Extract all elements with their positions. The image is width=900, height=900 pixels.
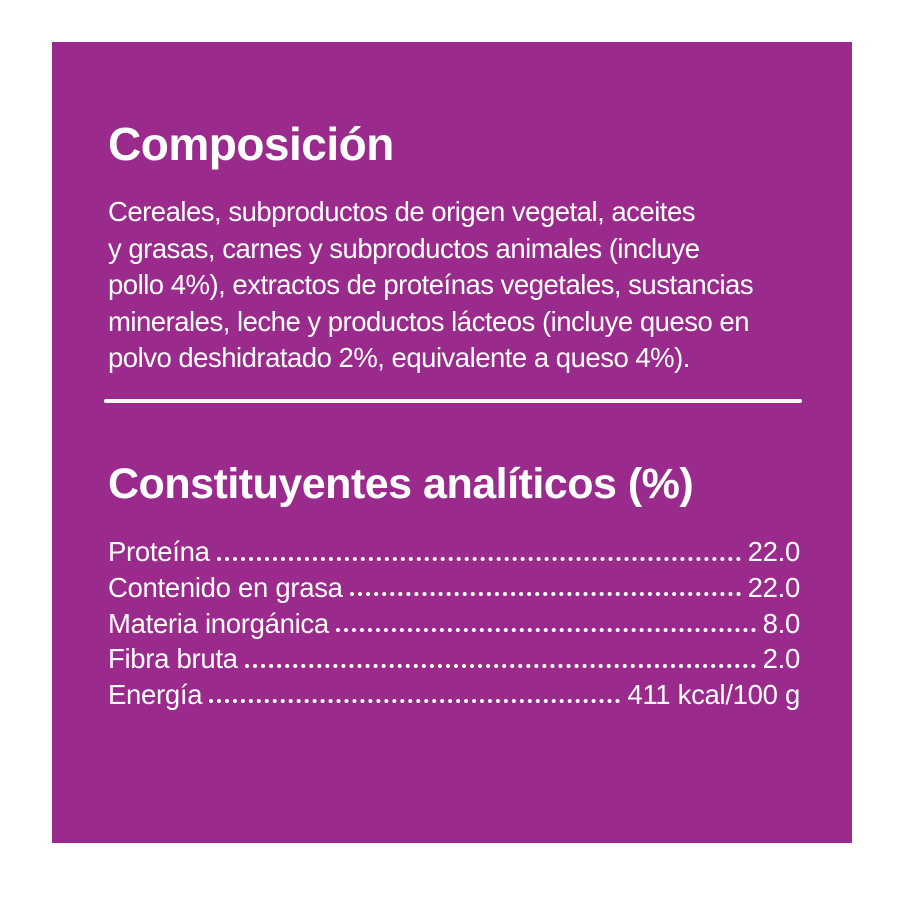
dot-leader: [209, 699, 620, 703]
nutrient-row: [108, 532, 800, 568]
composition-line: Cereales, subproductos de origen vegetal, aceites: [108, 196, 695, 227]
dot-leader: [350, 592, 741, 596]
nutrient-value: 22.0: [747, 571, 800, 603]
label-card: [52, 42, 852, 843]
nutrient-value: 8.0: [762, 607, 800, 639]
composition-line: y grasas, carnes y subproductos animales (incluye: [108, 232, 700, 264]
nutrient-label: Proteína: [108, 536, 210, 568]
nutrient-row: [108, 675, 800, 711]
dot-leader: [245, 664, 756, 668]
nutrient-row: [108, 568, 800, 604]
nutrient-label: Fibra bruta: [108, 643, 238, 675]
nutrient-label: Materia inorgánica: [108, 607, 329, 639]
nutrient-label: Contenido en grasa: [108, 571, 343, 603]
composition-title: Composición: [108, 118, 394, 170]
nutrient-value: 411 kcal/100 g: [627, 678, 800, 710]
nutrient-value: 2.0: [762, 643, 800, 675]
nutrient-row: [108, 639, 800, 675]
nutrient-label: Energía: [108, 678, 203, 710]
composition-line: pollo 4%), extractos de proteínas vegetales, sustancias: [108, 269, 754, 301]
nutrient-row: [108, 603, 800, 639]
dot-leader: [336, 628, 756, 632]
composition-line: minerales, leche y productos lácteos (incluye queso en: [108, 305, 750, 337]
section-divider: [104, 399, 802, 403]
nutrient-table: [108, 532, 800, 710]
nutrient-value: 22.0: [747, 536, 800, 568]
composition-line: polvo deshidratado 2%, equivalente a queso 4%).: [108, 342, 690, 374]
composition-text: [108, 194, 808, 377]
dot-leader: [217, 557, 741, 561]
analytical-title: Constituyentes analíticos (%): [108, 460, 694, 508]
